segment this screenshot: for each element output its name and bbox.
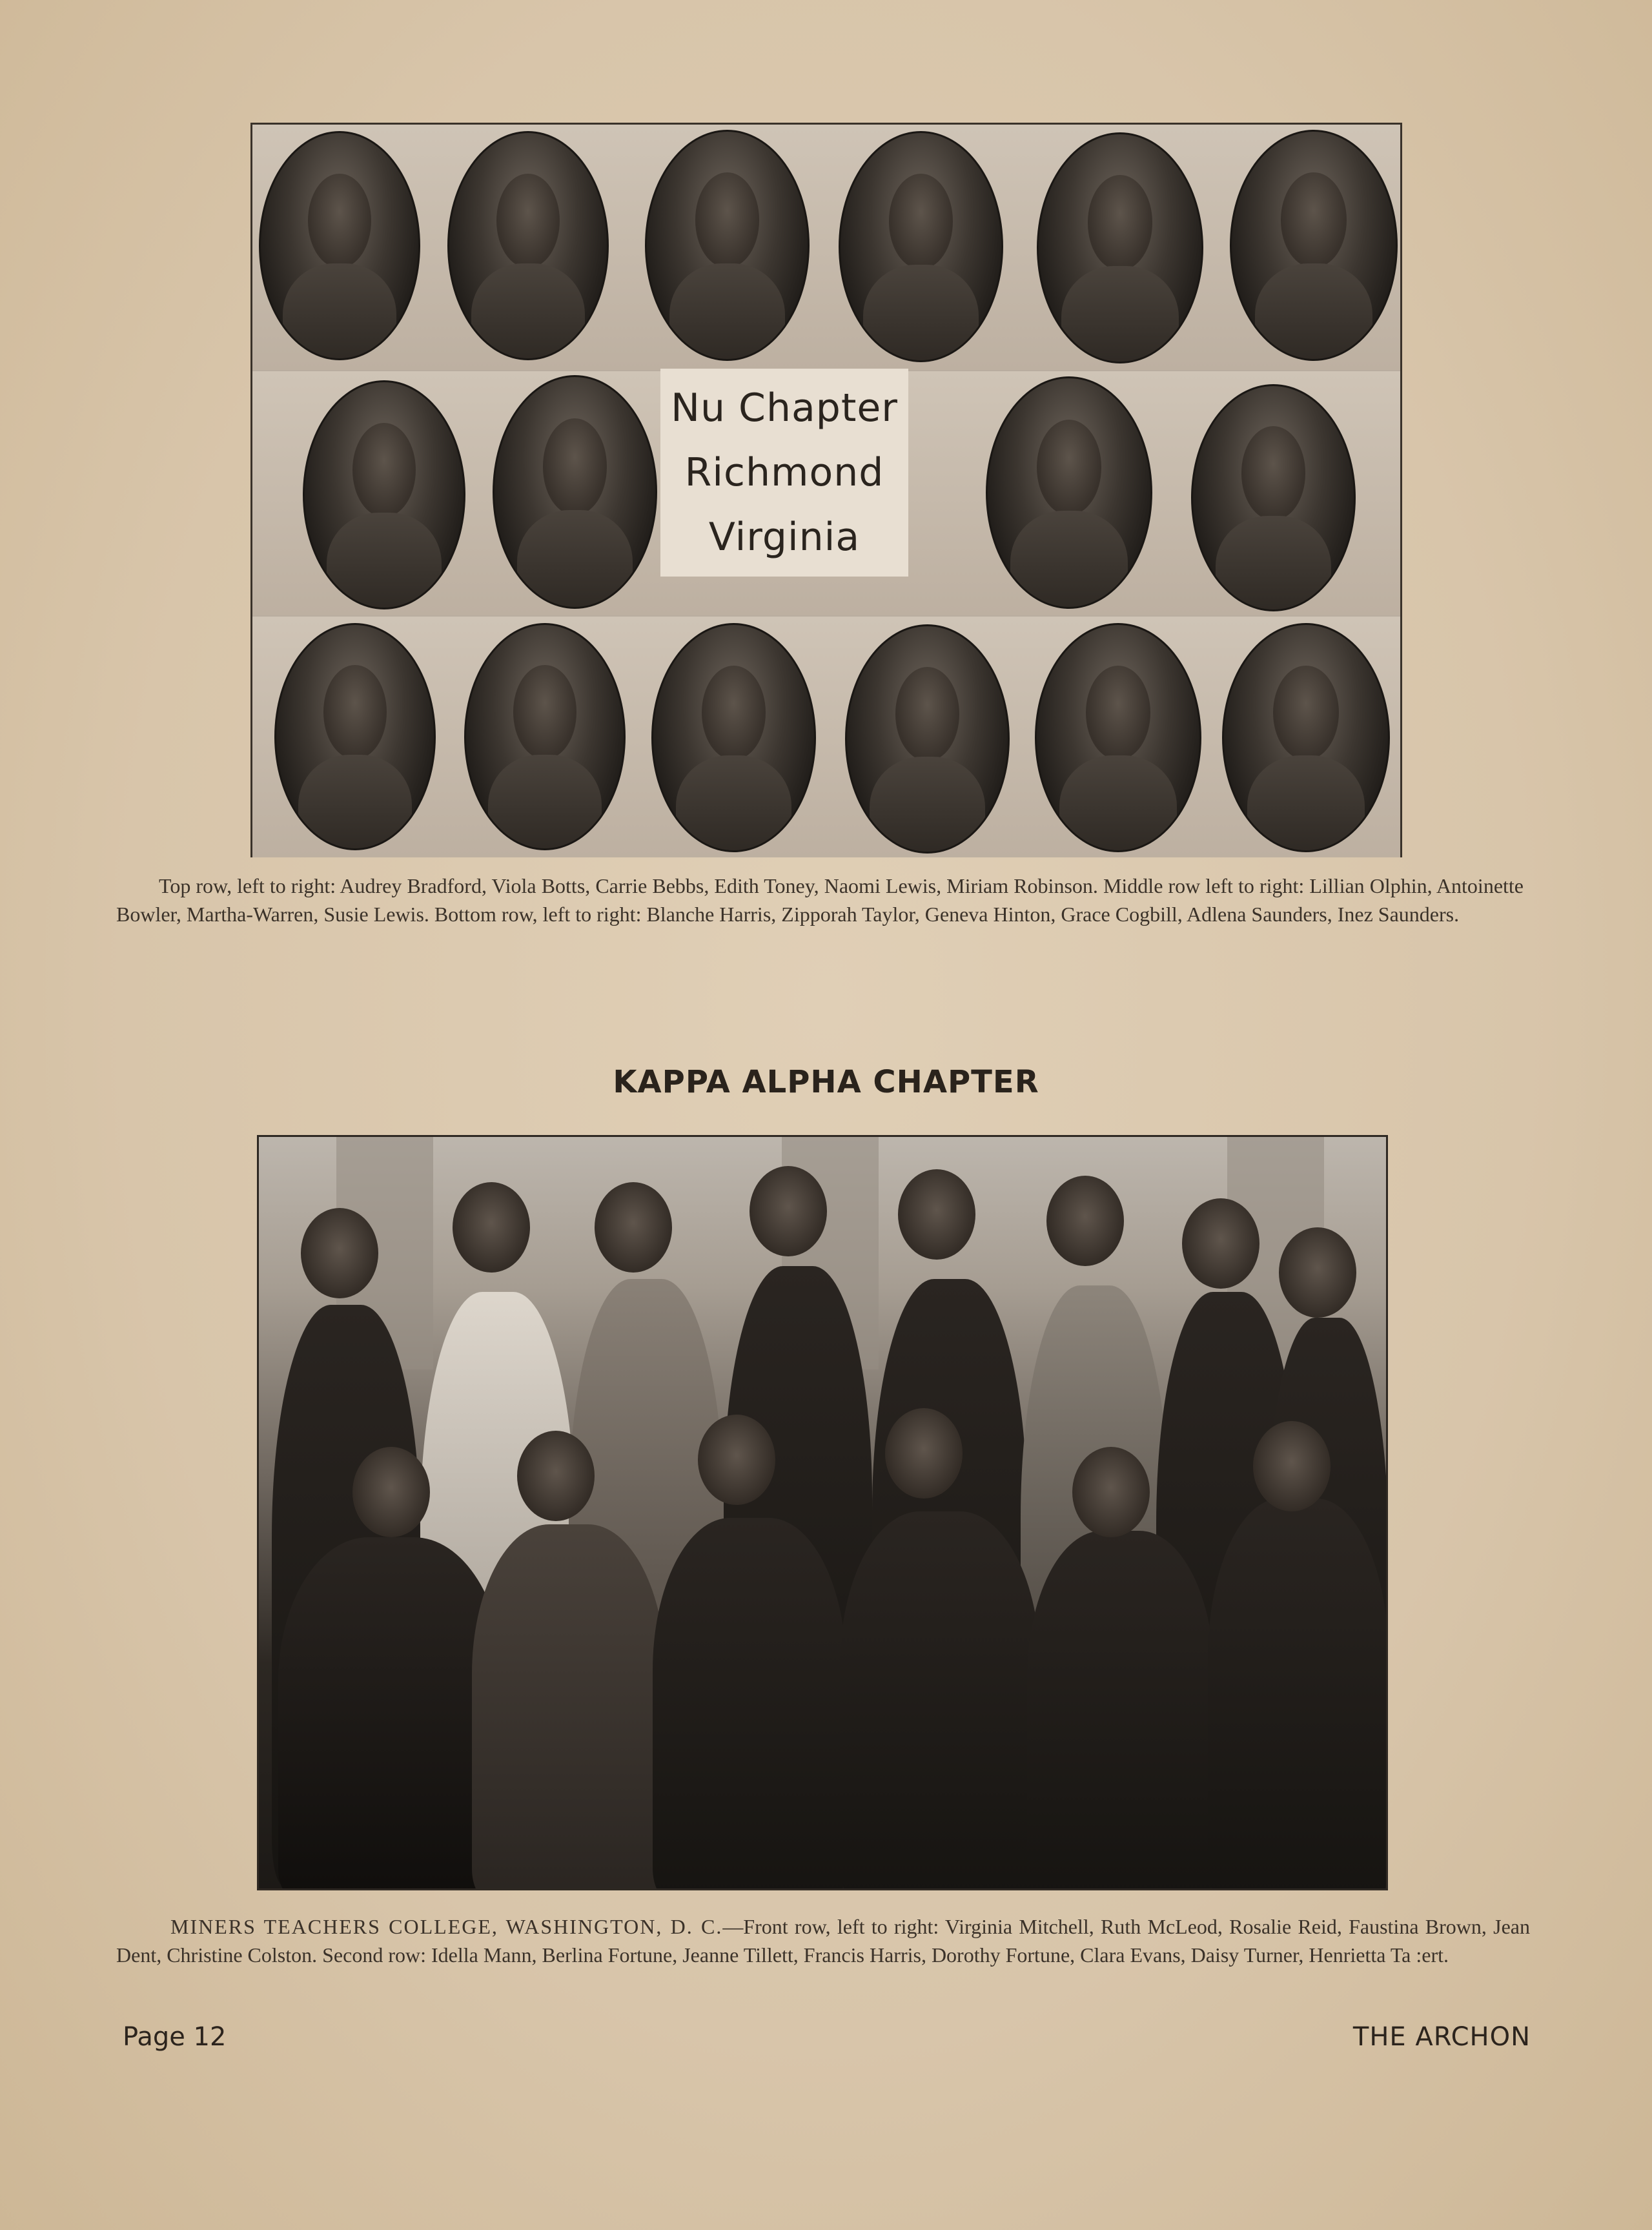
kappa-alpha-group-photo bbox=[257, 1135, 1388, 1890]
portrait-oval bbox=[274, 623, 436, 850]
person-head bbox=[698, 1415, 775, 1505]
composite-title-card bbox=[660, 369, 908, 577]
portrait-oval bbox=[1037, 132, 1203, 363]
portrait-oval bbox=[839, 131, 1003, 362]
portrait-oval bbox=[1191, 384, 1356, 611]
section-heading: KAPPA ALPHA CHAPTER bbox=[613, 1064, 1039, 1100]
portrait-oval bbox=[645, 130, 810, 361]
portrait-oval bbox=[845, 624, 1010, 854]
person-head bbox=[595, 1182, 672, 1273]
person-body bbox=[278, 1537, 504, 1890]
portrait-oval bbox=[1222, 623, 1390, 852]
kappa-alpha-caption bbox=[116, 1912, 1530, 1969]
composite-title-line: Richmond bbox=[684, 450, 884, 495]
caption-body: —Front row, left to right: Virginia Mitchell, Ruth McLeod, Rosalie Reid, Faustina Brown, Jean Dent, Christine Colston. Second row: Idella Mann, Berlina Fortune, Jeanne Tillett, Francis Harris, Dorothy Fortune, Clara Evans, Daisy Turner, Henrietta Ta :ert. bbox=[116, 1915, 1531, 1967]
person-body bbox=[1027, 1531, 1214, 1890]
portrait-oval bbox=[259, 131, 420, 360]
portrait-oval bbox=[1035, 623, 1201, 852]
portrait-oval bbox=[447, 131, 609, 360]
person-head bbox=[1182, 1198, 1259, 1289]
publication-name: THE ARCHON bbox=[1352, 2022, 1531, 2052]
nu-chapter-composite-photo bbox=[250, 123, 1402, 857]
portrait-oval bbox=[303, 380, 465, 609]
caption-lead: MINERS TEACHERS COLLEGE, WASHINGTON, D. C. bbox=[170, 1915, 723, 1938]
person-head bbox=[1046, 1176, 1124, 1266]
page-number: Page 12 bbox=[123, 2022, 227, 2052]
portrait-oval bbox=[986, 376, 1152, 609]
person-head bbox=[898, 1169, 975, 1260]
nu-chapter-caption: Top row, left to right: Audrey Bradford, Viola Botts, Carrie Bebbs, Edith Toney, Naomi Lewis, Miriam Robinson. Middle row left to right: Lillian Olphin, Antoinette Bowler, Martha-Warren, Susie Lewis. Bottom row, left to right: Blanche Harris, Zipporah Taylor, Geneva Hinton, Grace Cogbill, Adlena Saunders, Inez Saunders. bbox=[116, 874, 1524, 926]
portrait-row-bottom bbox=[252, 617, 1400, 857]
person-body bbox=[840, 1511, 1040, 1890]
person-body bbox=[472, 1524, 666, 1890]
composite-title-line: Nu Chapter bbox=[671, 385, 898, 431]
composite-title-line: Virginia bbox=[708, 515, 861, 560]
portrait-row-top bbox=[252, 125, 1400, 370]
portrait-oval bbox=[464, 623, 626, 850]
person-head bbox=[1279, 1227, 1356, 1318]
person-head bbox=[1072, 1447, 1150, 1537]
person-head bbox=[453, 1182, 530, 1273]
person-head bbox=[750, 1166, 827, 1256]
person-head bbox=[885, 1408, 963, 1499]
person-body bbox=[1208, 1499, 1388, 1890]
person-head bbox=[1253, 1421, 1331, 1511]
portrait-oval bbox=[1230, 130, 1398, 361]
person-head bbox=[517, 1431, 595, 1521]
portrait-oval bbox=[651, 623, 816, 852]
person-head bbox=[301, 1208, 378, 1298]
portrait-oval bbox=[493, 375, 657, 609]
person-head bbox=[352, 1447, 430, 1537]
person-body bbox=[653, 1518, 846, 1890]
